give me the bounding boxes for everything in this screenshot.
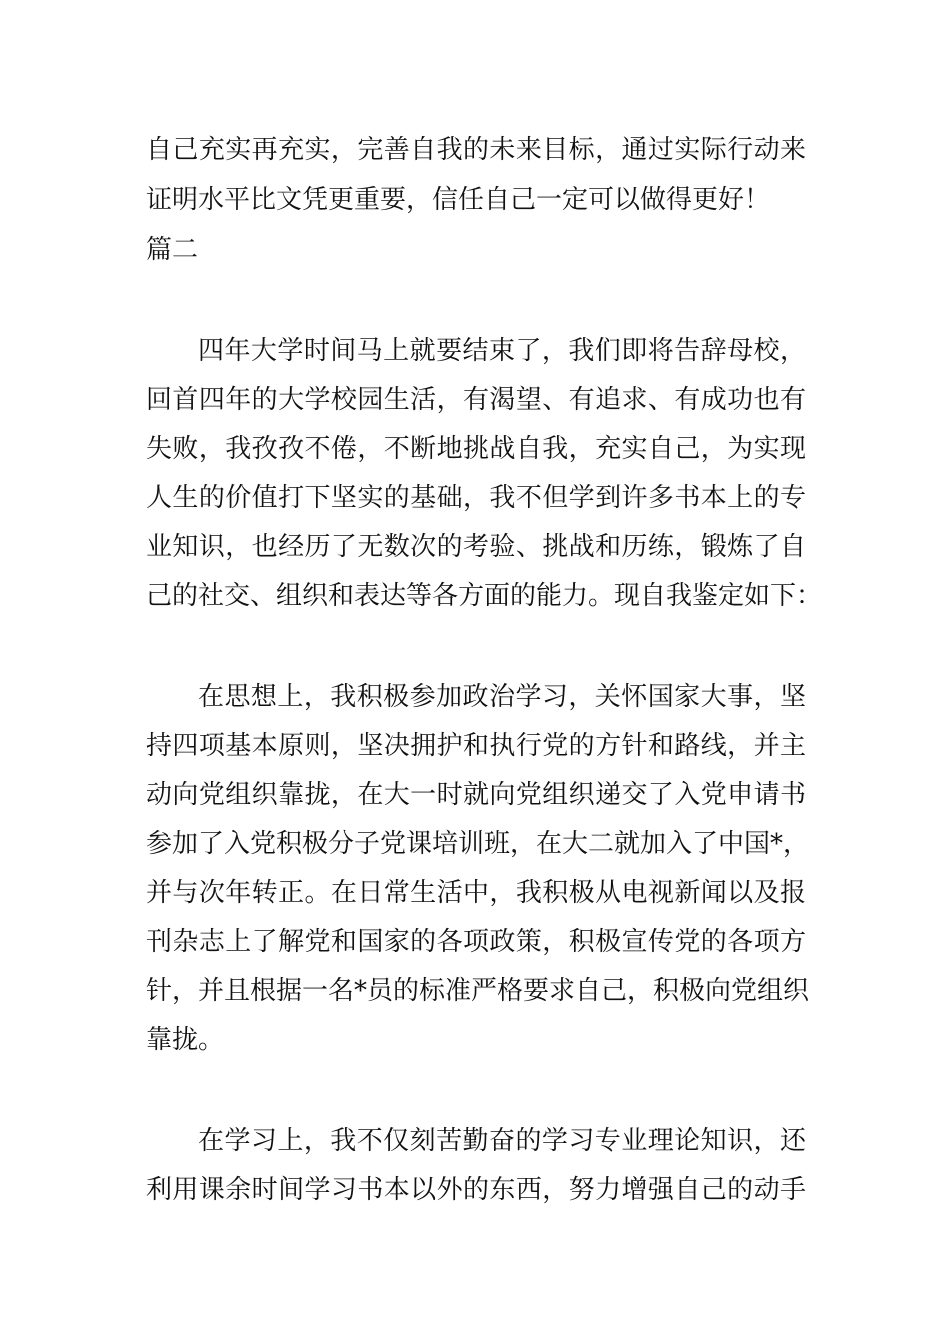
text-line: 针，并且根据一名*员的标准严格要求自己，积极向党组织 [146, 976, 810, 1006]
text-line: 业知识，也经历了无数次的考验、挑战和历练，锻炼了自 [146, 532, 806, 562]
text-line: 靠拢。 [146, 1025, 225, 1055]
text-line: 动向党组织靠拢，在大一时就向党组织递交了入党申请书 [146, 780, 806, 810]
text-line: 刊杂志上了解党和国家的各项政策，积极宣传党的各项方 [146, 927, 806, 957]
text-line: 利用课余时间学习书本以外的东西，努力增强自己的动手 [146, 1175, 806, 1205]
text-line: 在思想上，我积极参加政治学习，关怀国家大事，坚 [198, 682, 806, 712]
text-line: 四年大学时间马上就要结束了，我们即将告辞母校， [198, 336, 806, 366]
text-line: 己的社交、组织和表达等各方面的能力。现自我鉴定如下： [146, 581, 823, 611]
section-heading: 篇二 [146, 235, 199, 265]
text-line: 证明水平比文凭更重要，信任自己一定可以做得更好！ [146, 185, 771, 215]
text-line: 人生的价值打下坚实的基础，我不但学到许多书本上的专 [146, 483, 806, 513]
text-line: 持四项基本原则，坚决拥护和执行党的方针和路线，并主 [146, 731, 806, 761]
text-line: 回首四年的大学校园生活，有渴望、有追求、有成功也有 [146, 385, 806, 415]
text-line: 自己充实再充实，完善自我的未来目标，通过实际行动来 [146, 135, 806, 165]
text-line: 参加了入党积极分子党课培训班，在大二就加入了中国*， [146, 829, 810, 859]
text-line: 并与次年转正。在日常生活中，我积极从电视新闻以及报 [146, 878, 806, 908]
text-line: 在学习上，我不仅刻苦勤奋的学习专业理论知识，还 [198, 1126, 806, 1156]
text-line: 失败，我孜孜不倦，不断地挑战自我，充实自己，为实现 [146, 434, 806, 464]
